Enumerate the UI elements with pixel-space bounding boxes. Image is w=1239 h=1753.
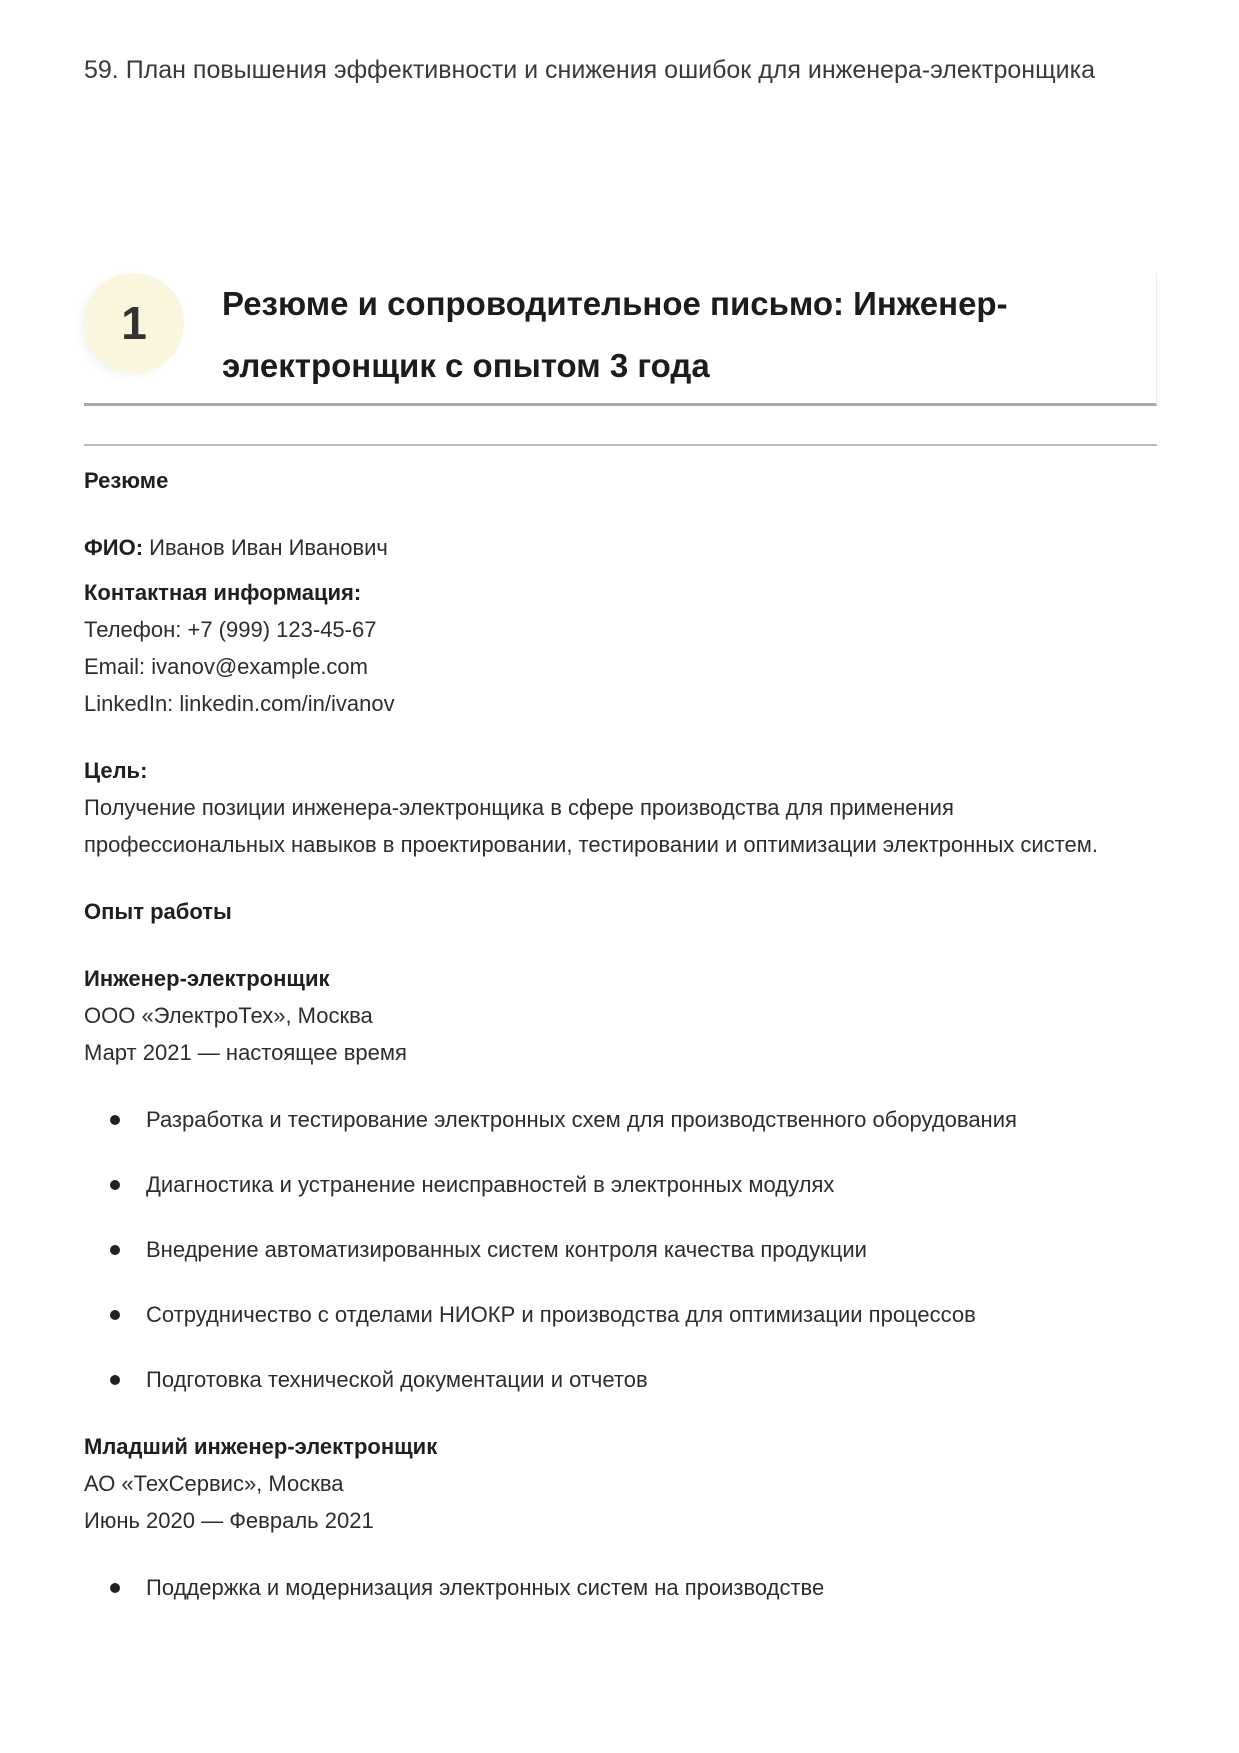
contact-heading: Контактная информация: xyxy=(84,580,362,605)
job-2-title: Младший инженер-электронщик xyxy=(84,1434,438,1459)
goal-text: Получение позиции инженера-электронщика в сфере производства для применения профессиональных навыков в проектировании, тестировании и оптимизации электронных систем. xyxy=(84,795,1098,857)
contact-phone: Телефон: +7 (999) 123-45-67 xyxy=(84,617,377,642)
bullet-dot-icon xyxy=(110,1310,120,1320)
job-2-header xyxy=(84,1428,1157,1539)
bullet-dot-icon xyxy=(110,1375,120,1385)
job-1-title: Инженер-электронщик xyxy=(84,966,330,991)
resume-heading: Резюме xyxy=(84,468,169,493)
bullet-text: Диагностика и устранение неисправностей в электронных модулях xyxy=(146,1172,835,1197)
section-title-card xyxy=(84,273,1157,406)
contact-email: Email: ivanov@example.com xyxy=(84,654,368,679)
list-item xyxy=(84,1296,1157,1333)
bullet-dot-icon xyxy=(110,1180,120,1190)
bullet-text: Разработка и тестирование электронных схем для производственного оборудования xyxy=(146,1107,1017,1132)
job-1-header xyxy=(84,960,1157,1071)
contact-linkedin: LinkedIn: linkedin.com/in/ivanov xyxy=(84,691,395,716)
section-number-badge xyxy=(84,273,184,373)
bullet-dot-icon xyxy=(110,1245,120,1255)
bullet-dot-icon xyxy=(110,1583,120,1593)
bullet-text: Поддержка и модернизация электронных систем на производстве xyxy=(146,1575,825,1600)
horizontal-rule xyxy=(84,444,1157,446)
fio-label: ФИО: xyxy=(84,535,144,560)
bullet-text: Сотрудничество с отделами НИОКР и производства для оптимизации процессов xyxy=(146,1302,976,1327)
goal-heading: Цель: xyxy=(84,758,148,783)
job-1-period: Март 2021 — настоящее время xyxy=(84,1040,407,1065)
job-1-company: ООО «ЭлектроТех», Москва xyxy=(84,1003,373,1028)
job-1-bullet-list xyxy=(84,1101,1157,1398)
contact-paragraph xyxy=(84,574,1157,722)
experience-heading: Опыт работы xyxy=(84,899,232,924)
fio-paragraph xyxy=(84,529,1157,566)
bullet-dot-icon xyxy=(110,1115,120,1125)
goal-paragraph xyxy=(84,752,1157,863)
bullet-text: Внедрение автоматизированных систем контроля качества продукции xyxy=(146,1237,867,1262)
section-title: Резюме и сопроводительное письмо: Инженер-электронщик с опытом 3 года xyxy=(222,285,1008,384)
job-2-period: Июнь 2020 — Февраль 2021 xyxy=(84,1508,374,1533)
section-number: 1 xyxy=(121,297,147,349)
list-item xyxy=(84,1101,1157,1138)
bullet-text: Подготовка технической документации и отчетов xyxy=(146,1367,648,1392)
list-item xyxy=(84,1166,1157,1203)
document-header: 59. План повышения эффективности и снижения ошибок для инженера-электронщика xyxy=(84,56,1095,84)
list-item xyxy=(84,1361,1157,1398)
list-item xyxy=(84,1569,1157,1606)
job-2-bullet-list xyxy=(84,1569,1157,1606)
list-item xyxy=(84,1231,1157,1268)
job-2-company: АО «ТехСервис», Москва xyxy=(84,1471,344,1496)
fio-value: Иванов Иван Иванович xyxy=(149,535,388,560)
